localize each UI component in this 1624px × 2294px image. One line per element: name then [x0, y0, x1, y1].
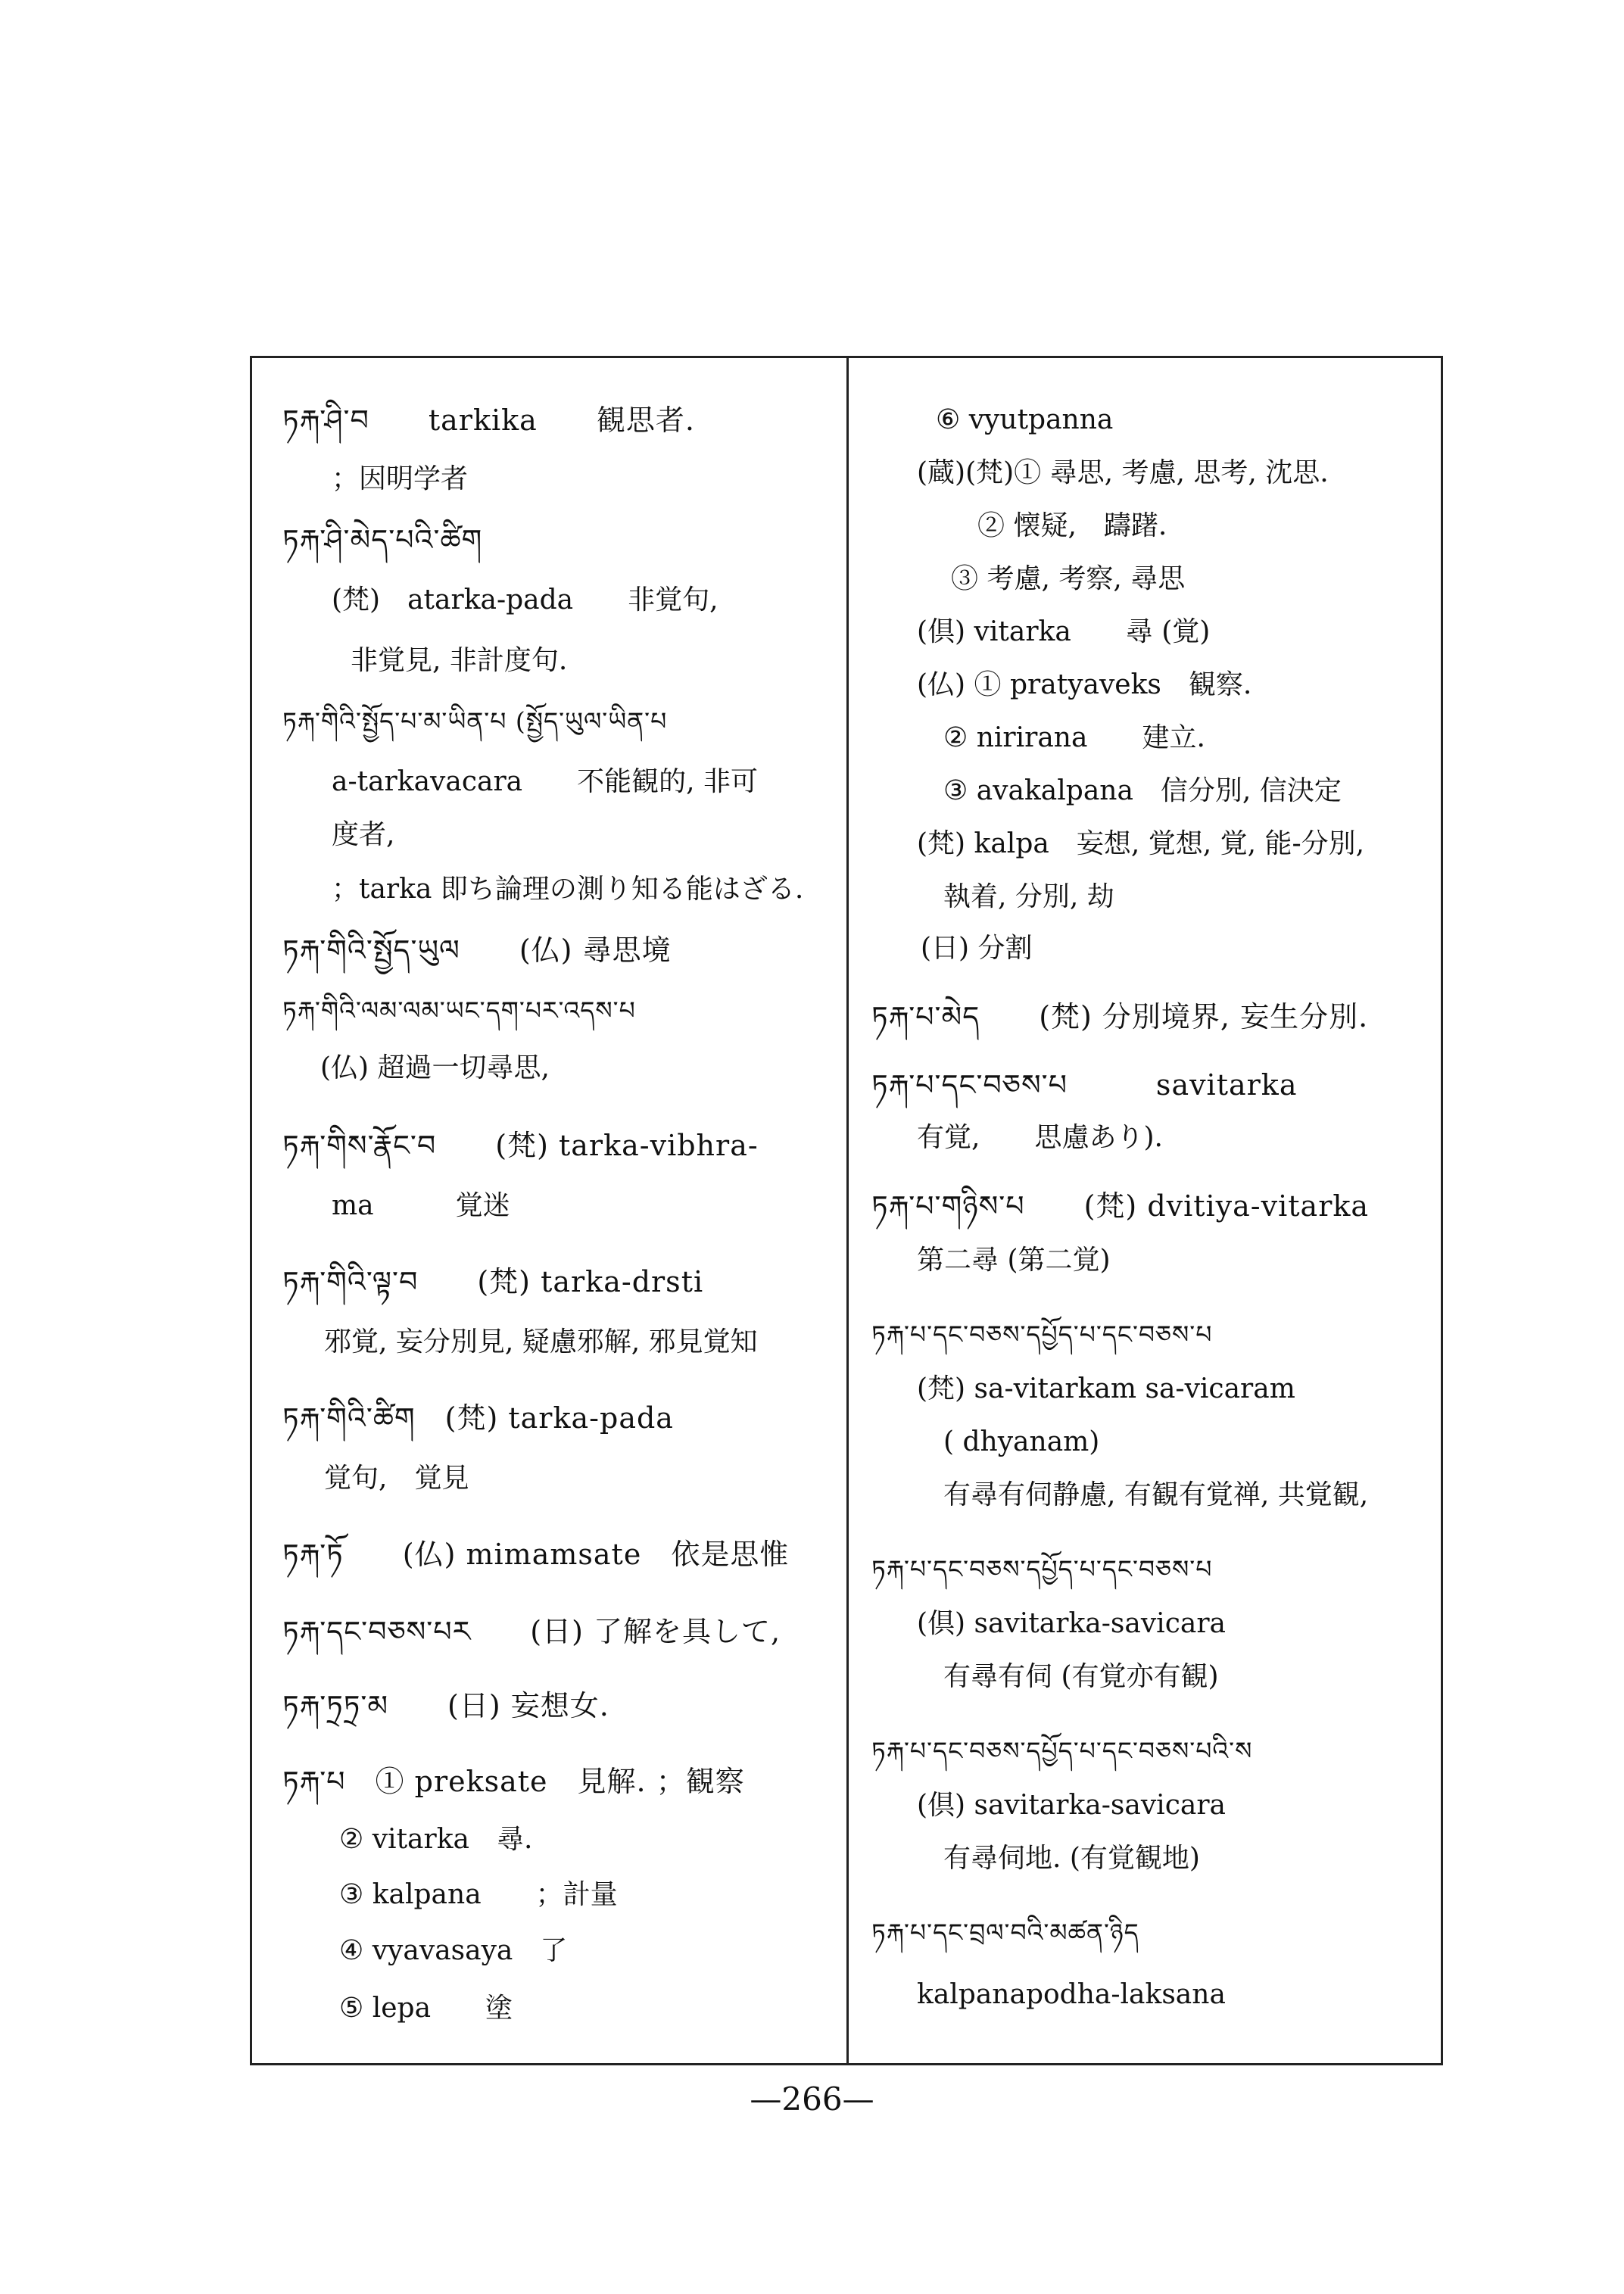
left-line-11: ཏརྐ་གིའི་ལམ་ལམ་ཡང་དག་པར་འདས་པ: [282, 996, 636, 1025]
right-line-4: ③ 考慮, 考察, 尋思: [951, 563, 1186, 594]
right-line-24: ཏརྐ་པ་དང་བཅས་དཔྱོད་པ་དང་བཅས་པའི་ས: [871, 1736, 1253, 1766]
left-line-2: ；因明学者: [332, 463, 469, 494]
right-line-22: (倶) savitarka-savicara: [917, 1608, 1226, 1639]
dictionary-frame: [250, 356, 1443, 2065]
right-line-27: ཏརྐ་པ་དང་བྲལ་བའི་མཚན་ཉིད: [871, 1918, 1139, 1947]
right-line-23: 有尋有伺 (有覚亦有観): [943, 1661, 1219, 1692]
right-line-26: 有尋伺地. (有覚観地): [943, 1843, 1200, 1874]
left-line-13: ཏརྐ་གིས་རྣོང་བ (梵) tarka-vibhra-: [282, 1129, 759, 1162]
left-line-19: ཏརྐ་ཏོ (仏) mimamsate 依是思惟: [282, 1538, 790, 1571]
right-line-20: 有尋有伺静慮, 有観有覚禅, 共覚観,: [943, 1479, 1369, 1510]
left-line-8: 度者,: [332, 819, 395, 850]
left-line-26: ⑤ lepa 塗: [339, 1993, 513, 2024]
right-line-2: (蔵)(梵)① 尋思, 考慮, 思考, 沈思.: [917, 457, 1329, 488]
right-line-11: (日) 分割: [921, 933, 1033, 964]
left-line-15: ཏརྐ་གིའི་ལྟ་བ (梵) tarka-drsti: [282, 1265, 704, 1298]
right-line-5: (倶) vitarka 尋 (覚): [917, 616, 1211, 647]
right-line-16: 第二尋 (第二覚): [917, 1245, 1111, 1276]
left-line-10: ཏརྐ་གིའི་སྤྱོད་ཡུལ (仏) 尋思境: [282, 933, 672, 967]
left-line-18: 覚句, 覚見: [324, 1463, 469, 1494]
right-line-19: ( dhyanam): [943, 1426, 1100, 1457]
right-line-25: (倶) savitarka-savicara: [917, 1790, 1226, 1821]
left-line-24: ③ kalpana ；計量: [339, 1879, 618, 1910]
right-line-18: (梵) sa-vitarkam sa-vicaram: [917, 1373, 1295, 1404]
left-line-9: ；tarka 即ち論理の測り知る能はざる.: [332, 874, 804, 905]
right-column: [849, 358, 1441, 2063]
left-line-25: ④ vyavasaya 了: [339, 1935, 568, 1966]
right-line-21: ཏརྐ་པ་དང་བཅས་དཔྱོད་པ་དང་བཅས་པ: [871, 1554, 1213, 1584]
right-line-14: 有覚, 思慮あり).: [917, 1122, 1163, 1153]
left-line-21: ཏརྐ་ཏྲཏྲ་མ (日) 妄想女.: [282, 1689, 609, 1722]
left-column: [252, 358, 846, 2063]
left-line-5: 非覚見, 非計度句.: [351, 645, 568, 676]
right-line-1: ⑥ vyutpanna: [936, 404, 1114, 435]
page-number: —266—: [750, 2080, 874, 2118]
left-line-7: a-tarkavacara 不能観的, 非可: [332, 766, 759, 797]
right-line-12: ཏརྐ་པ་མེད (梵) 分別境界, 妄生分別.: [871, 1000, 1369, 1033]
right-line-9: (梵) kalpa 妄想, 覚想, 覚, 能-分別,: [917, 828, 1365, 859]
right-line-17: ཏརྐ་པ་དང་བཅས་དཔྱོད་པ་དང་བཅས་པ: [871, 1320, 1213, 1349]
left-line-3: ཏརྐ་ཤི་མེད་པའི་ཚིག: [282, 523, 483, 556]
right-line-28: kalpanapodha-laksana: [917, 1979, 1226, 2010]
left-line-23: ② vitarka 尋.: [339, 1824, 533, 1855]
right-line-13: ཏརྐ་པ་དང་བཅས་པ savitarka: [871, 1068, 1298, 1102]
left-line-20: ཏརྐ་དང་བཅས་པར (日) 了解を具して,: [282, 1615, 781, 1648]
right-line-3: ② 懐疑, 躊躇.: [977, 510, 1167, 541]
right-line-7: ② nirirana 建立.: [943, 722, 1205, 753]
left-line-16: 邪覚, 妄分別見, 疑慮邪解, 邪見覚知: [324, 1326, 758, 1357]
left-line-6: ཏརྐ་གིའི་སྤྱོད་པ་མ་ཡིན་པ (སྤྱོད་ཡུལ་ཡིན་པ: [282, 706, 668, 736]
left-line-22: ཏརྐ་པ ① preksate 見解. ；観察: [282, 1765, 745, 1798]
left-line-17: ཏརྐ་གིའི་ཚིག (梵) tarka-pada: [282, 1401, 674, 1435]
right-line-8: ③ avakalpana 信分別, 信決定: [943, 775, 1342, 806]
left-line-1: ཏརྐ་ཤི་བ tarkika 観思者.: [282, 404, 695, 437]
right-line-6: (仏) ① pratyaveks 観察.: [917, 669, 1252, 700]
right-line-15: ཏརྐ་པ་གཉིས་པ (梵) dvitiya-vitarka: [871, 1189, 1370, 1223]
right-line-10: 執着, 分別, 劫: [943, 881, 1114, 912]
left-line-14: ma 覚迷: [332, 1190, 510, 1221]
left-line-4: (梵) atarka-pada 非覚句,: [332, 584, 718, 616]
left-line-12: (仏) 超過一切尋思,: [320, 1052, 550, 1083]
